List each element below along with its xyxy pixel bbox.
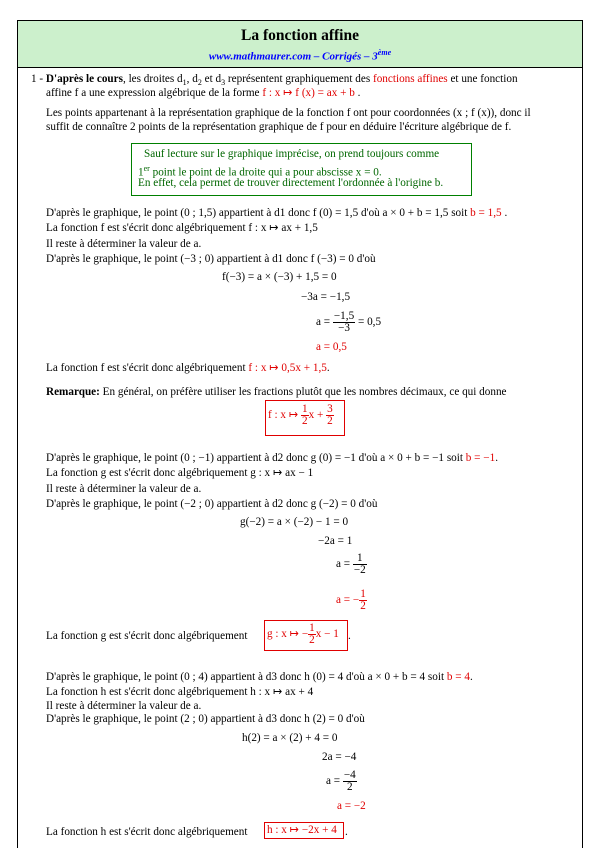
note-line-3: En effet, cela permet de trouver directement l'ordonnée à l'origine b. xyxy=(138,177,444,189)
h-line-3: Il reste à déterminer la valeur de a. xyxy=(46,700,202,712)
g-line-3: Il reste à déterminer la valeur de a. xyxy=(46,483,202,495)
g-equation-3: a = $\frac{1}{-2}$ xyxy=(336,552,366,576)
f-equation-3: a = $\frac{-1,5}{-3}$ = 0,5 xyxy=(316,310,382,334)
h-line-4: D'après le graphique, le point (2 ; 0) appartient à d3 donc h (2) = 0 d'où xyxy=(46,713,365,725)
f-equation-2: −3a = −1,5 xyxy=(301,291,351,303)
page-subtitle: www.mathmaurer.com – Corrigés – 3ème xyxy=(208,48,392,63)
g-equation-2: −2a = 1 xyxy=(318,535,353,547)
g-line-4: D'après le graphique, le point (−2 ; 0) appartient à d2 donc g (−2) = 0 d'où xyxy=(46,498,378,510)
remark-line: Remarque: En général, on préfère utiliser les fractions plutôt que les nombres décimaux, ce qui donne xyxy=(46,386,507,398)
h-conclusion-end: . xyxy=(345,826,348,838)
g-equation-1: g(−2) = a × (−2) − 1 = 0 xyxy=(240,516,349,528)
f-line-2: La fonction f est s'écrit donc algébriquement f : x ↦ ax + 1,5 xyxy=(46,222,318,234)
h-line-2: La fonction h est s'écrit donc algébriquement h : x ↦ ax + 4 xyxy=(46,686,314,698)
intro-paragraph-line-2: suffit de connaître 2 points de la représentation graphique de f pour en déduire l'écriture algébrique de f. xyxy=(46,121,512,133)
f-equation-1: f(−3) = a × (−3) + 1,5 = 0 xyxy=(222,271,337,283)
note-line-1: Sauf lecture sur le graphique imprécise, on prend toujours comme xyxy=(144,148,440,160)
intro-line-2: affine f a une expression algébrique de la forme f : x ↦ f (x) = ax + b . xyxy=(46,87,361,99)
h-conclusion-text: La fonction h est s'écrit donc algébriquement xyxy=(46,826,248,838)
f-line-4: D'après le graphique, le point (−3 ; 0) appartient à d1 donc f (−3) = 0 d'où xyxy=(46,253,376,265)
g-conclusion-text: La fonction g est s'écrit donc algébriquement xyxy=(46,630,248,642)
f-conclusion: La fonction f est s'écrit donc algébriquement f : x ↦ 0,5x + 1,5. xyxy=(46,362,330,374)
f-line-3: Il reste à déterminer la valeur de a. xyxy=(46,238,202,250)
g-conclusion-end: . xyxy=(348,630,351,642)
page-header xyxy=(17,20,583,68)
intro-line-1: 1 - D'après le cours, les droites $d_1$, $d_2$ et $d_3$ représentent graphiquement des fonctions affines et une fonction xyxy=(31,73,518,88)
f-equation-4: a = 0,5 xyxy=(316,341,347,353)
g-line-1: D'après le graphique, le point (0 ; −1) appartient à d2 donc g (0) = −1 d'où a × 0 + b = −1 soit b = −1. xyxy=(46,452,498,464)
h-equation-4: a = −2 xyxy=(337,800,366,812)
remark-result: f : x ↦ $\frac{1}{2}$ x + $\frac{3}{2}$ xyxy=(268,403,333,427)
h-result: h : x ↦ −2x + 4 xyxy=(267,824,337,836)
note-line-2: 1er point le point de la droite qui a pour abscisse x = 0. xyxy=(138,164,382,179)
h-equation-1: h(2) = a × (2) + 4 = 0 xyxy=(242,732,338,744)
g-result: g : x ↦ − $\frac{1}{2}$ x − 1 xyxy=(267,622,339,646)
site-link[interactable]: www.mathmaurer.com xyxy=(208,50,312,63)
page-title: La fonction affine xyxy=(241,27,359,44)
h-equation-2: 2a = −4 xyxy=(322,751,357,763)
g-line-2: La fonction g est s'écrit donc algébriquement g : x ↦ ax − 1 xyxy=(46,467,314,479)
h-equation-3: a = $\frac{-4}{2}$ xyxy=(326,769,356,793)
f-line-1: D'après le graphique, le point (0 ; 1,5) appartient à d1 donc f (0) = 1,5 d'où a × 0 + b = 1,5 soit b = 1,5 . xyxy=(46,207,508,219)
intro-paragraph-line-1: Les points appartenant à la représentation graphique de la fonction f ont pour coordonnées (x ; f (x)), donc il xyxy=(46,107,531,119)
g-equation-4: a = − $\frac{1}{2}$ xyxy=(336,588,366,612)
h-line-1: D'après le graphique, le point (0 ; 4) appartient à d3 donc h (0) = 4 d'où a × 0 + b = 4 soit b = 4. xyxy=(46,671,473,683)
